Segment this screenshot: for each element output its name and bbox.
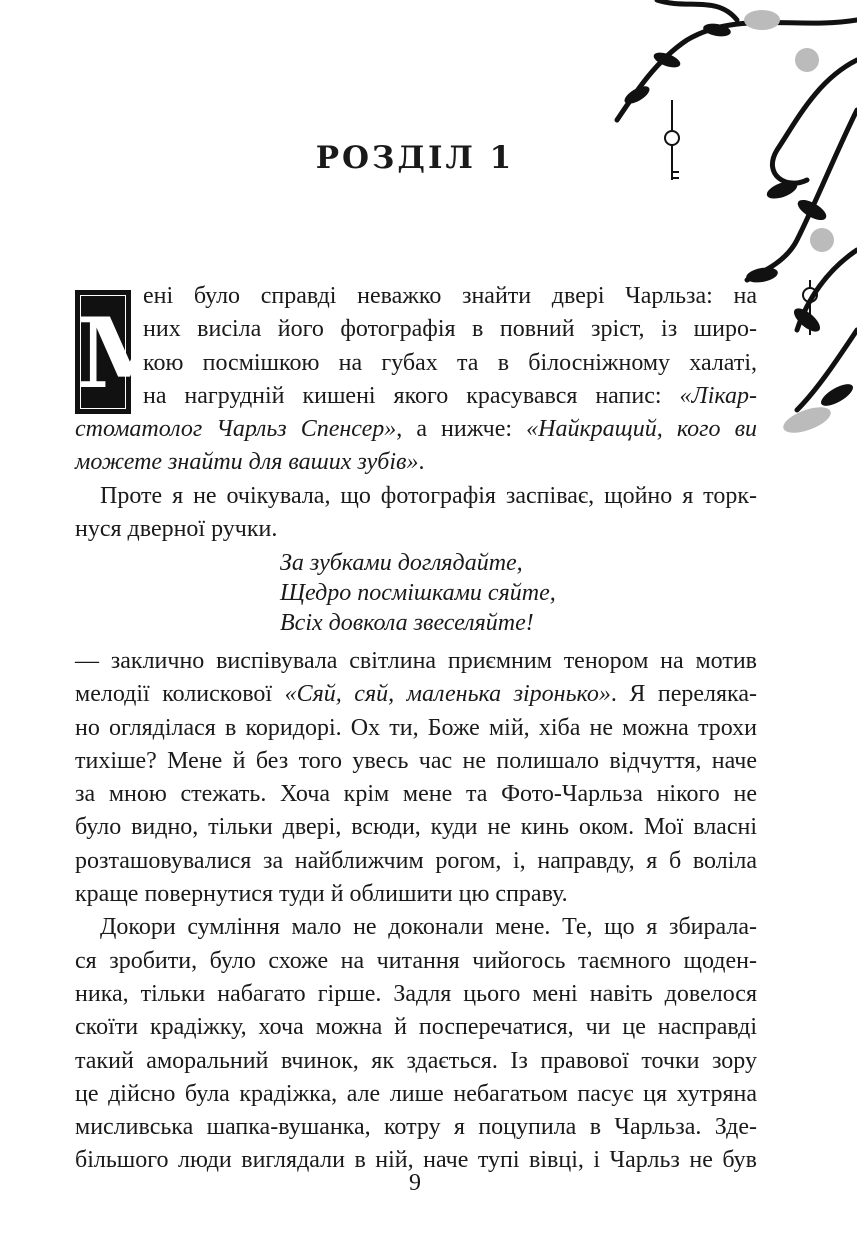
text-line bbox=[75, 1045, 757, 1078]
text-line bbox=[75, 845, 757, 878]
italic-text: стоматолог Чарльз Спенсер» bbox=[75, 416, 397, 443]
text-run: ся зробити, було схоже на читання чийогось таємного щоден- bbox=[75, 947, 757, 974]
text-run: Докори сумління мало не доконали мене. Те, що я збирала- bbox=[100, 914, 757, 941]
text-run: Проте я не очікувала, що фотографія заспіває, щойно я торк- bbox=[100, 482, 757, 509]
poem bbox=[280, 548, 556, 638]
text-run: ника, тільки набагато гірше. Задля цього мені навіть довелося bbox=[75, 980, 757, 1007]
text-run: . Я переляка- bbox=[610, 681, 757, 708]
poem-line: Щедро посмішками сяйте, bbox=[280, 580, 556, 606]
poem-line: За зубками доглядайте, bbox=[280, 550, 523, 576]
text-run: було видно, тільки двері, всюди, куди не кинь оком. Мої власні bbox=[75, 814, 757, 841]
text-line bbox=[75, 878, 757, 911]
text-run: но огляділася в коридорі. Ох ти, Боже мій, хіба не можна трохи bbox=[75, 714, 757, 741]
text-run: нуся дверної ручки. bbox=[75, 516, 278, 543]
text-run: це дійсно була крадіжка, але лише небагатьом пасує ця хутряна bbox=[75, 1080, 757, 1107]
text-line bbox=[75, 480, 757, 513]
text-line bbox=[143, 280, 757, 313]
text-line bbox=[75, 513, 757, 546]
text-line bbox=[143, 347, 757, 380]
italic-text: можете знайти для ваших зубів» bbox=[75, 449, 419, 476]
text-run: — заклично виспівувала світлина приємним тенором на мотив bbox=[75, 648, 757, 674]
text-line bbox=[75, 978, 757, 1011]
text-line bbox=[75, 945, 757, 978]
text-line bbox=[75, 645, 757, 678]
text-run: розташовувалися за найближчим рогом, і, направду, я б воліла bbox=[75, 847, 757, 874]
text-line bbox=[75, 911, 757, 944]
text-run: тихіше? Мене й без того увесь час не полишало відчуття, наче bbox=[75, 747, 757, 774]
text-line bbox=[75, 678, 757, 711]
text-line bbox=[75, 413, 757, 446]
chapter-title: РОЗДІЛ 1 bbox=[315, 140, 515, 176]
text-line bbox=[75, 811, 757, 844]
paragraph-2 bbox=[75, 645, 757, 1178]
text-run: мелодії колискової bbox=[75, 681, 285, 708]
text-line bbox=[75, 712, 757, 745]
poem-line: Всіх довкола звеселяйте! bbox=[280, 610, 534, 636]
italic-text: «Лікар- bbox=[679, 382, 757, 409]
text-run: . bbox=[418, 449, 425, 476]
page-number: 9 bbox=[409, 1170, 421, 1196]
text-line bbox=[75, 446, 757, 479]
text-run: за мною стежать. Хоча крім мене та Фото-Чарльза нікого не bbox=[75, 781, 757, 808]
text-line bbox=[75, 1011, 757, 1044]
text-line bbox=[75, 778, 757, 811]
paragraph-1 bbox=[75, 280, 757, 546]
text-line bbox=[75, 1078, 757, 1111]
italic-text: «Сяй, сяй, маленька зіронько» bbox=[284, 681, 611, 708]
text-run: мисливська шапка-вушанка, котру я поцупила в Чарльза. Зде- bbox=[75, 1114, 757, 1141]
drop-cap: М bbox=[75, 290, 131, 414]
text-run: краще повернутися туди й облишити цю справу. bbox=[75, 881, 568, 908]
text-run: більшого люди виглядали в ній, наче тупі вівці, і Чарльз не був bbox=[75, 1147, 757, 1174]
text-run: ені було справді неважко знайти двері Чарльза: на bbox=[143, 283, 757, 309]
text-run: кою посмішкою на губах та в білосніжному халаті, bbox=[143, 349, 757, 376]
text-run: , а нижче: bbox=[396, 416, 527, 443]
text-run: такий аморальний вчинок, як здається. Із правової точки зору bbox=[75, 1047, 757, 1074]
text-line bbox=[75, 1111, 757, 1144]
text-run: скоїти крадіжку, хоча можна й посперечатися, чи це насправді bbox=[75, 1014, 757, 1041]
text-run: на нагрудній кишені якого красувався напис: bbox=[143, 382, 680, 409]
italic-text: «Найкращий, кого ви bbox=[526, 416, 757, 443]
text-line bbox=[143, 313, 757, 346]
text-line bbox=[75, 745, 757, 778]
text-line bbox=[143, 380, 757, 413]
text-run: них висіла його фотографія в повний зріст, із широ- bbox=[143, 316, 757, 343]
